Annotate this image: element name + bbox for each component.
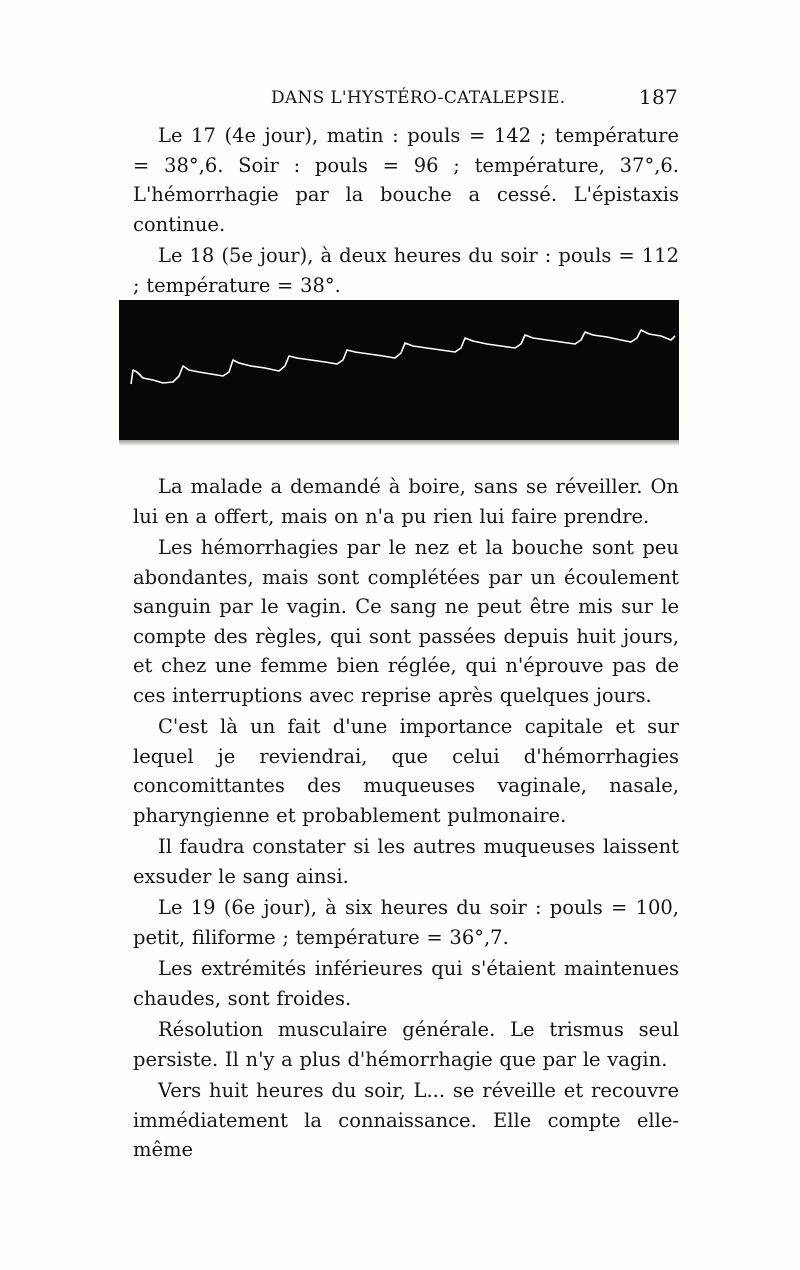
paragraph: Les extrémités inférieures qui s'étaient maintenues chaudes, sont froides. [133, 957, 679, 1010]
pulse-trace-line [131, 330, 675, 384]
paragraph: Les hémorrhagies par le nez et la bouche sont peu abondantes, mais sont complétées par un écoulement sanguin par le vagin. Ce sang ne peut être mis sur le compte des règles, qui sont passées depuis huit jours, et chez une femme bien réglée, qui n'éprouve pas de ces interruptions avec reprise après quelques jours. [133, 536, 679, 707]
page-number: 187 [638, 85, 678, 109]
text-block-top [133, 121, 679, 302]
figure-shadow [119, 440, 679, 446]
paragraph: La malade a demandé à boire, sans se réveiller. On lui en a offert, mais on n'a pu rien lui faire prendre. [133, 475, 679, 528]
paragraph: C'est là un fait d'une importance capitale et sur lequel je reviendrai, que celui d'hémorrhagies concomittantes des muqueuses vaginale, nasale, pharyngienne et probablement pulmonaire. [133, 715, 679, 827]
paragraph: Le 18 (5e jour), à deux heures du soir : pouls = 112 ; température = 38°. [133, 244, 679, 297]
pulse-trace-figure [119, 300, 679, 440]
paragraph: Il faudra constater si les autres muqueuses laissent exsuder le sang ainsi. [133, 835, 679, 888]
paragraph: Résolution musculaire générale. Le trismus seul persiste. Il n'y a plus d'hémorrhagie que par le vagin. [133, 1018, 679, 1071]
pulse-trace-drawing [119, 300, 679, 440]
paragraph: Le 17 (4e jour), matin : pouls = 142 ; température = 38°,6. Soir : pouls = 96 ; température, 37°,6. L'hémorrhagie par la bouche a cessé. L'épistaxis continue. [133, 124, 679, 236]
page-header [133, 85, 678, 114]
running-title: DANS L'HYSTÉRO-CATALEPSIE. [271, 88, 566, 108]
paragraph: Le 19 (6e jour), à six heures du soir : pouls = 100, petit, filiforme ; température = 36°,7. [133, 896, 679, 949]
text-block-bottom [133, 472, 679, 1167]
paragraph: Vers huit heures du soir, L... se réveille et recouvre immédiatement la connaissance. Elle compte elle-même [133, 1079, 679, 1161]
